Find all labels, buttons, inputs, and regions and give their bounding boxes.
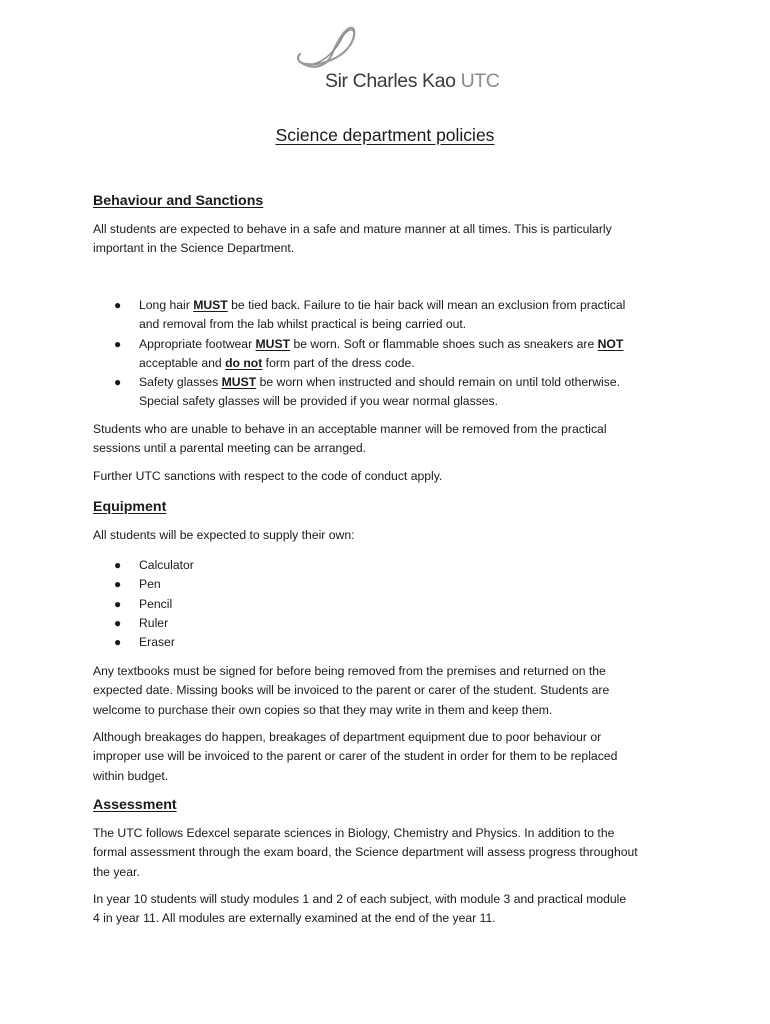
behaviour-further: Further UTC sanctions with respect to the code of conduct apply. [93,469,443,483]
list-item: ● Pen [0,575,770,594]
behaviour-intro: All students are expected to behave in a safe and mature manner at all times. This is particularly important in the Science Department. [93,222,612,256]
list-item: ● Pencil [0,595,770,614]
equipment-textbooks: Any textbooks must be signed for before being removed from the premises and returned on the expected date. Missing books will be invoiced to the parent or carer of the student. Students are welcome to purchase their own copies so that they may write in them and keep them. [93,664,610,717]
list-item: ● Ruler [0,614,770,633]
behaviour-rules-list [0,296,770,412]
behaviour-consequence: Students who are unable to behave in an acceptable manner will be removed from the practical sessions until a parental meeting can be arranged. [93,422,607,456]
equipment-list [0,556,770,652]
page-title: Science department policies [275,125,495,145]
logo-wordmark [325,70,499,92]
equipment-breakages: Although breakages do happen, breakages of department equipment due to poor behaviour or improper use will be invoiced to the parent or carer of the student in order for them to be replaced within budget. [93,730,618,783]
equipment-intro: All students will be expected to supply their own: [93,528,355,542]
assessment-paragraph-1: The UTC follows Edexcel separate sciences in Biology, Chemistry and Physics. In addition to the formal assessment through the exam board, the Science department will assess progress throughout the year. [93,826,638,879]
school-logo [292,24,500,94]
list-item: ● Appropriate footwear MUST be worn. Soft or flammable shoes such as sneakers are NOT acceptable and do not form part of the dress code. [114,336,624,370]
list-item: ● Calculator [0,556,770,575]
logo-utc: UTC [460,70,500,92]
section-heading-behaviour: Behaviour and Sanctions [93,193,264,209]
list-item: ● Safety glasses MUST be worn when instructed and should remain on until told otherwise. Special safety glasses will be provided if you wear normal glasses. [114,375,620,409]
bullet-icon: ● [114,336,122,351]
assessment-paragraph-2: In year 10 students will study modules 1 and 2 of each subject, with module 3 and practical module 4 in year 11. All modules are externally examined at the end of the year 11. [93,892,627,926]
section-heading-equipment: Equipment [93,499,167,515]
section-heading-assessment: Assessment [93,797,177,813]
bullet-icon: ● [114,615,122,630]
list-item: ● Eraser [0,633,770,652]
list-item: ● Long hair MUST be tied back. Failure to tie hair back will mean an exclusion from practical and removal from the lab whilst practical is being carried out. [114,298,626,332]
bullet-icon: ● [114,635,122,650]
bullet-icon: ● [114,577,122,592]
bullet-icon: ● [114,558,122,572]
bullet-icon: ● [114,596,122,611]
logo-name: Sir Charles Kao [325,70,461,92]
bullet-icon: ● [114,298,122,312]
bullet-icon: ● [114,375,122,390]
